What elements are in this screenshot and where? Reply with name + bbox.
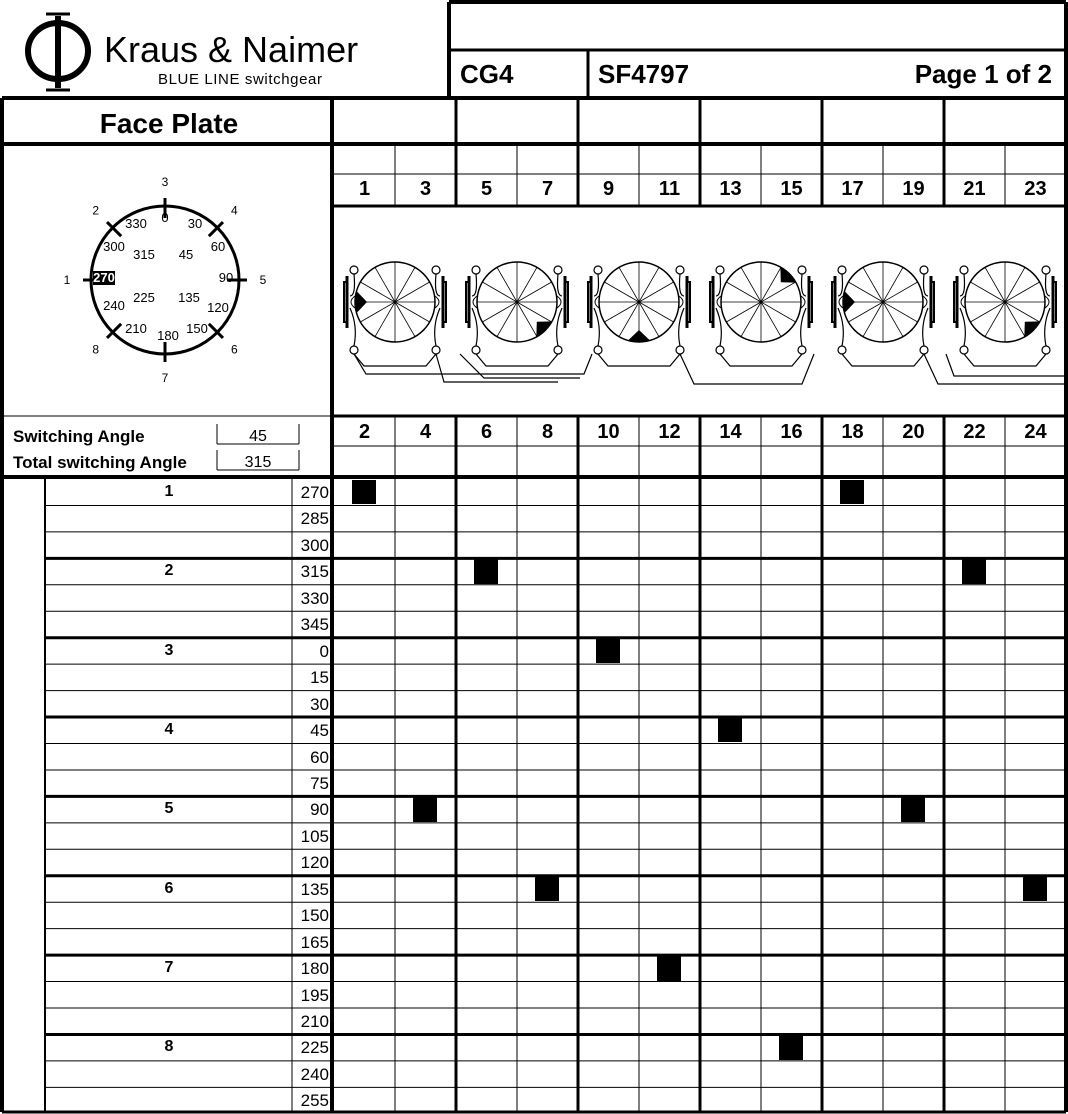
dial-degree-label: 225 (133, 290, 155, 305)
terminal-number-bottom: 6 (480, 421, 493, 443)
terminal-dot (472, 266, 480, 274)
terminal-dot (676, 266, 684, 274)
angle-label: 90 (310, 800, 329, 820)
dial-degree-label: 90 (218, 270, 234, 285)
angle-label: 195 (300, 985, 329, 1005)
contact-lead (716, 308, 721, 346)
dial-position-number: 5 (259, 273, 267, 287)
dial-position-number: 8 (92, 342, 100, 357)
face-plate-title: Face Plate (99, 108, 239, 139)
angle-label: 45 (310, 721, 329, 741)
contact-wire (680, 354, 814, 384)
terminal-number-top: 21 (963, 178, 986, 200)
terminal-number-top: 11 (658, 178, 681, 200)
contact-closed-mark (413, 797, 437, 821)
dial-degree-label: 300 (103, 239, 125, 254)
terminal-number-top: 3 (419, 178, 432, 200)
contact-lead (1046, 274, 1051, 296)
terminal-number-bottom: 18 (841, 421, 864, 443)
terminal-dot (960, 346, 968, 354)
terminal-number-top: 23 (1024, 178, 1047, 200)
contact-lead (1045, 308, 1050, 346)
angle-label: 240 (300, 1064, 329, 1084)
page-indicator: Page 1 of 2 (914, 59, 1052, 89)
contact-lead (472, 308, 477, 346)
cam-notch (1024, 321, 1040, 337)
contact-block (466, 262, 568, 366)
cam-notch (536, 321, 552, 337)
terminal-number-bottom: 22 (963, 421, 986, 443)
terminal-number-bottom: 24 (1024, 421, 1047, 443)
dial-tick (107, 222, 121, 236)
terminal-number-bottom: 4 (419, 421, 432, 443)
contact-closed-mark (962, 559, 986, 583)
terminal-dot (554, 266, 562, 274)
terminal-number-top: 5 (480, 178, 493, 200)
contact-lead (350, 274, 355, 296)
dial-position-number: 3 (161, 175, 169, 189)
dial-degree-label: 135 (178, 290, 200, 305)
position-label: 4 (164, 721, 174, 739)
angle-label: 120 (300, 853, 329, 873)
terminal-number-top: 19 (902, 178, 925, 200)
position-label: 2 (164, 562, 174, 580)
terminal-number-top: 13 (719, 178, 742, 200)
dial-tick (209, 324, 223, 338)
contact-lead (558, 274, 563, 296)
terminal-number-bottom: 8 (541, 421, 554, 443)
dial-degree-label: 240 (103, 298, 125, 313)
contact-closed-mark (657, 956, 681, 980)
contact-lead (838, 274, 843, 296)
dial-degree-label: 150 (186, 321, 208, 336)
terminal-number-bottom: 12 (658, 421, 681, 443)
contact-closed-mark (1023, 877, 1047, 901)
position-label: 8 (164, 1038, 174, 1056)
terminal-dot (350, 266, 358, 274)
contact-block (954, 262, 1056, 366)
terminal-number-top: 7 (541, 178, 554, 200)
contact-diagram (334, 206, 1068, 416)
contact-closed-mark (352, 480, 376, 504)
angle-label: 345 (300, 615, 329, 635)
contact-lead (594, 274, 599, 296)
contact-block (588, 262, 690, 366)
contact-closed-mark (718, 718, 742, 742)
total-switching-angle-value: 315 (244, 454, 272, 471)
total-switching-angle-label: Total switching Angle (13, 453, 187, 472)
terminal-number-top: 1 (358, 178, 371, 200)
angle-label: 105 (300, 826, 329, 846)
position-label: 1 (164, 483, 174, 500)
terminal-number-top: 15 (780, 178, 803, 200)
angle-label: 210 (300, 1012, 329, 1031)
kraus-naimer-logo-icon (18, 8, 98, 94)
dial-degree-label: 120 (207, 300, 229, 315)
contact-block (710, 262, 812, 366)
angle-label: 30 (310, 694, 329, 714)
terminal-dot (960, 266, 968, 274)
angle-label: 285 (300, 509, 329, 529)
angle-label: 225 (300, 1038, 329, 1058)
position-label: 3 (164, 641, 174, 659)
contact-lead (679, 308, 684, 346)
company-tagline: BLUE LINE switchgear (158, 71, 323, 88)
terminal-number-bottom: 20 (902, 421, 925, 443)
contact-lead (594, 308, 599, 346)
dial-degree-label: 60 (210, 239, 226, 254)
contact-wire (354, 354, 592, 374)
contact-lead (960, 308, 965, 346)
contact-lead (716, 274, 721, 296)
angle-label: 135 (300, 879, 329, 899)
dial-degree-label: 45 (178, 247, 194, 262)
terminal-dot (676, 346, 684, 354)
contact-lead (923, 308, 928, 346)
contact-closed-mark (535, 877, 559, 901)
terminal-number-bottom: 16 (780, 421, 803, 443)
terminal-number-bottom: 10 (597, 421, 620, 443)
angle-label: 150 (300, 906, 329, 926)
dial-degree-label: 330 (125, 216, 147, 231)
terminal-number-bottom: 14 (719, 421, 742, 443)
dial-position-number: 7 (161, 371, 169, 385)
contact-closed-mark (779, 1035, 803, 1059)
angle-label: 75 (310, 773, 329, 793)
dial-tick (209, 222, 223, 236)
contact-lead (435, 308, 440, 346)
angle-label: 180 (300, 959, 329, 979)
face-plate-dial (40, 160, 290, 400)
position-label: 6 (164, 879, 174, 897)
terminal-dot (798, 346, 806, 354)
terminal-dot (554, 346, 562, 354)
contact-base (598, 354, 680, 366)
angle-label: 270 (300, 483, 329, 502)
cam-notch (780, 267, 796, 283)
contact-lead (680, 274, 685, 296)
terminal-dot (838, 266, 846, 274)
terminal-dot (798, 266, 806, 274)
angle-label: 0 (319, 641, 329, 661)
angle-label: 15 (310, 668, 329, 688)
terminal-dot (1042, 346, 1050, 354)
angle-label: 165 (300, 932, 329, 952)
terminal-dot (350, 346, 358, 354)
dial-degree-label: 180 (157, 328, 179, 343)
contact-base (964, 354, 1046, 366)
contact-block (344, 262, 446, 366)
contact-lead (924, 274, 929, 296)
angle-label: 315 (300, 562, 329, 582)
contact-base (720, 354, 802, 366)
contact-closed-mark (901, 797, 925, 821)
angle-label: 255 (300, 1091, 329, 1111)
terminal-dot (472, 346, 480, 354)
terminal-dot (432, 266, 440, 274)
terminal-number-top: 17 (841, 178, 864, 200)
contact-lead (802, 274, 807, 296)
switching-angle-label: Switching Angle (13, 427, 145, 446)
dial-position-number: 6 (230, 342, 238, 357)
angle-label: 300 (300, 535, 329, 555)
terminal-dot (594, 346, 602, 354)
terminal-dot (920, 266, 928, 274)
contact-block (832, 262, 934, 366)
dial-tick (107, 324, 121, 338)
contact-closed-mark (596, 639, 620, 663)
terminal-number-top: 9 (602, 178, 615, 200)
contact-base (354, 354, 436, 366)
dial-degree-label: 210 (125, 321, 147, 336)
contact-lead (801, 308, 806, 346)
position-label: 5 (164, 800, 174, 818)
dial-position-number: 2 (92, 203, 100, 218)
dial-degree-label: 0 (161, 210, 169, 225)
dial-position-number: 4 (230, 203, 238, 218)
angle-label: 330 (300, 588, 329, 608)
terminal-dot (838, 346, 846, 354)
dial-degree-label: 315 (133, 247, 155, 262)
dial-degree-label: 30 (187, 216, 203, 231)
contact-base (842, 354, 924, 366)
contact-base (476, 354, 558, 366)
contact-wire (946, 354, 1068, 376)
contact-lead (838, 308, 843, 346)
contact-wire (924, 354, 1068, 384)
company-name: Kraus & Naimer (104, 29, 359, 70)
terminal-dot (1042, 266, 1050, 274)
angle-label: 60 (310, 747, 329, 767)
contact-closed-mark (840, 480, 864, 504)
contact-lead (350, 308, 355, 346)
drawing-number: SF4797 (598, 59, 690, 89)
dial-degree-label: 270 (93, 270, 115, 285)
dial-position-number: 1 (63, 273, 71, 287)
terminal-dot (920, 346, 928, 354)
terminal-number-bottom: 2 (358, 421, 371, 443)
terminal-dot (594, 266, 602, 274)
series-code: CG4 (460, 59, 514, 89)
terminal-dot (716, 266, 724, 274)
switching-angle-value: 45 (249, 428, 267, 445)
terminal-dot (432, 346, 440, 354)
contact-lead (557, 308, 562, 346)
contact-closed-mark (474, 559, 498, 583)
terminal-dot (716, 346, 724, 354)
contact-lead (472, 274, 477, 296)
position-label: 7 (164, 959, 174, 977)
contact-lead (436, 274, 441, 296)
contact-lead (960, 274, 965, 296)
